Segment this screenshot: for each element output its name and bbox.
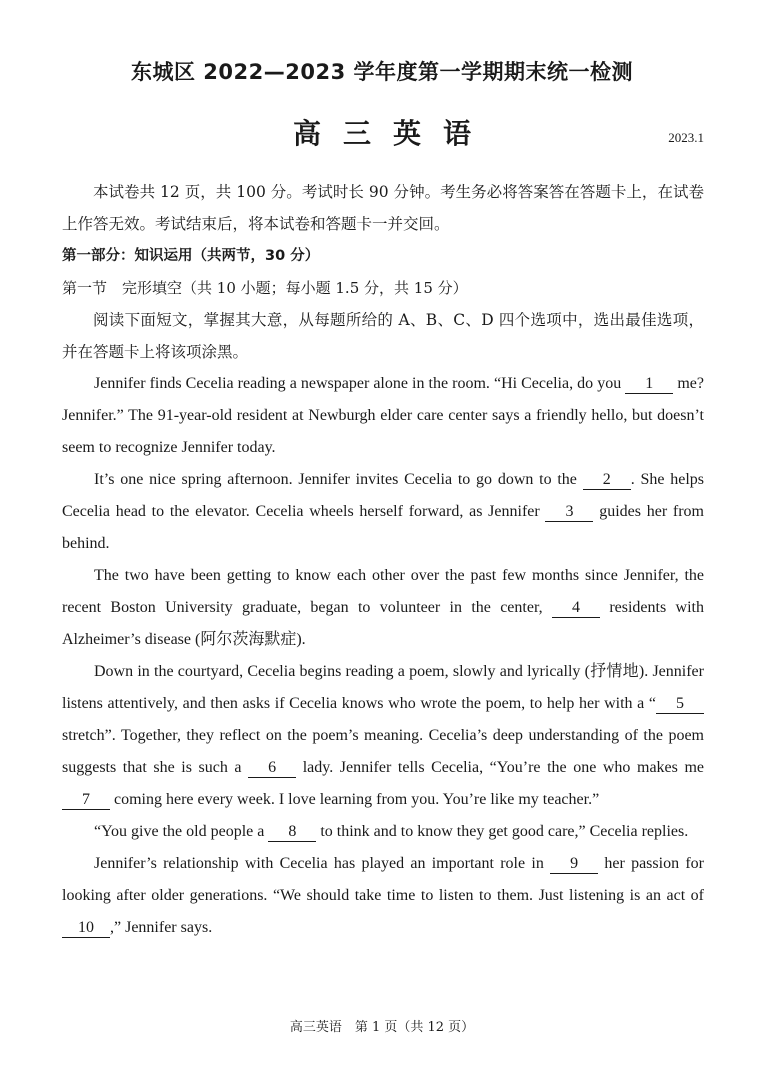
blank-8: 8 bbox=[268, 823, 316, 842]
blank-9: 9 bbox=[550, 855, 598, 874]
passage-text: her passion for looking after older generations. “We should take time to listen to them. Just listening is an act of bbox=[62, 855, 704, 904]
blank-5: 5 bbox=[656, 695, 704, 714]
exam-title: 东城区 2022—2023 学年度第一学期期末统一检测 bbox=[130, 60, 633, 84]
passage-text: lady. Jennifer tells Cecelia, “You’re the one who makes me bbox=[296, 759, 705, 776]
blank-2: 2 bbox=[583, 471, 631, 490]
blank-3: 3 bbox=[545, 503, 593, 522]
passage-paragraph-2 bbox=[62, 464, 704, 560]
passage-text: Jennifer finds Cecelia reading a newspaper alone in the room. “Hi Cecelia, do you bbox=[94, 375, 626, 392]
blank-1: 1 bbox=[625, 375, 673, 394]
section-title: 第一节 完形填空（共 10 小题；每小题 1.5 分，共 15 分） bbox=[62, 279, 468, 297]
passage-text: The two have been getting to know each other over the past few months since Jennifer, the recent Boston University graduate, began to volunteer in the center, bbox=[62, 567, 704, 616]
page-footer: 高三英语 第 1 页（共 12 页） bbox=[289, 1020, 475, 1035]
blank-4: 4 bbox=[552, 599, 600, 618]
passage-text: stretch”. Together, they reflect on the poem’s meaning. Cecelia’s deep understanding of the poem suggests that she is such a bbox=[62, 727, 704, 776]
part-title: 第一部分：知识运用（共两节，30 分） bbox=[62, 248, 320, 264]
passage-text: Jennifer’s relationship with Cecelia has played an important role in bbox=[94, 855, 551, 872]
passage-text: guides her from behind. bbox=[62, 503, 704, 552]
subject-title: 高三英语 bbox=[292, 117, 493, 150]
passage-paragraph-6 bbox=[62, 848, 704, 944]
exam-content bbox=[62, 176, 704, 944]
passage-text: me? Jennifer.” The 91-year-old resident at Newburgh elder care center says a friendly hello, but doesn’t seem to recognize Jennifer today. bbox=[62, 375, 704, 456]
passage-text: “You give the old people a bbox=[94, 823, 269, 840]
passage-text: coming here every week. I love learning from you. You’re like my teacher.” bbox=[110, 791, 600, 808]
blank-7: 7 bbox=[62, 791, 110, 810]
passage-text: . She helps Cecelia head to the elevator. Cecelia wheels herself forward, as Jennifer bbox=[62, 471, 705, 520]
passage-text: residents with Alzheimer’s disease (阿尔茨海默症). bbox=[62, 599, 704, 648]
passage-paragraph-4 bbox=[62, 656, 704, 816]
blank-6: 6 bbox=[248, 759, 296, 778]
passage-paragraph-5 bbox=[62, 816, 704, 848]
exam-date: 2023.1 bbox=[668, 130, 704, 145]
passage-text: It’s one nice spring afternoon. Jennifer invites Cecelia to go down to the bbox=[94, 471, 583, 488]
section-instructions: 阅读下面短文，掌握其大意，从每题所给的 A、B、C、D 四个选项中，选出最佳选项，并在答题卡上将该项涂黑。 bbox=[62, 311, 704, 361]
passage-text: Down in the courtyard, Cecelia begins reading a poem, slowly and lyrically (抒情地). Jennifer listens attentively, and then asks if Cecelia knows who wrote the poem, to help her with a “ bbox=[62, 663, 704, 712]
passage-paragraph-1 bbox=[62, 368, 704, 464]
passage-text: ,” Jennifer says. bbox=[110, 919, 213, 936]
exam-instructions: 本试卷共 12 页，共 100 分。考试时长 90 分钟。考生务必将答案答在答题卡上，在试卷上作答无效。考试结束后，将本试卷和答题卡一并交回。 bbox=[62, 183, 704, 233]
passage-paragraph-3 bbox=[62, 560, 704, 656]
blank-10: 10 bbox=[62, 919, 110, 938]
subject-row bbox=[0, 112, 764, 152]
passage-text: to think and to know they get good care,” Cecelia replies. bbox=[316, 823, 689, 840]
